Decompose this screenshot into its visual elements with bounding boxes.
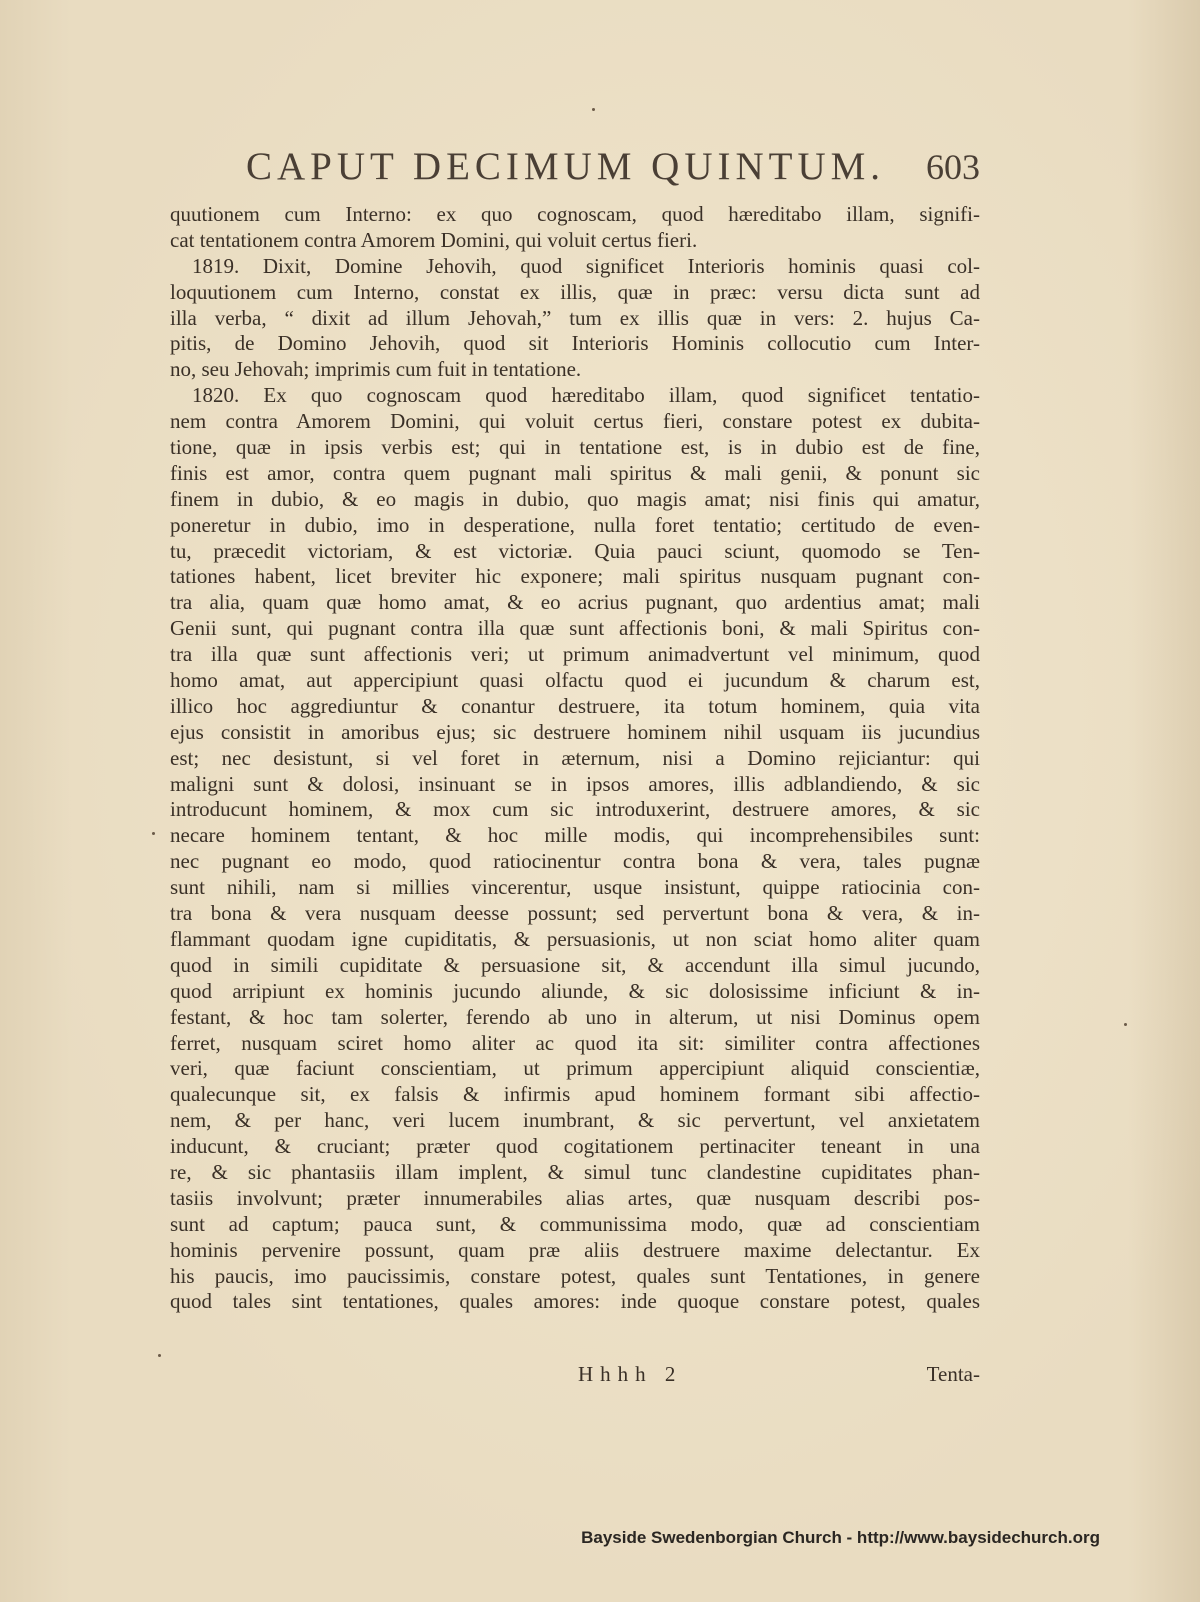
text-line: tra bona & vera nusquam deesse possunt; sed pervertunt bona & vera, & in-	[170, 901, 980, 926]
signature-mark: Hhhh 2	[578, 1362, 683, 1386]
text-line: cat tentationem contra Amorem Domini, qui voluit certus fieri.	[170, 227, 698, 252]
text-line: his paucis, imo paucissimis, constare potest, quales sunt Tentationes, in genere	[170, 1263, 980, 1288]
text-line: nem, & per hanc, veri lucem inumbrant, & sic pervertunt, vel anxietatem	[170, 1108, 980, 1133]
text-line: festant, & hoc tam solerter, ferendo ab uno in alterum, ut nisi Dominus opem	[170, 1004, 980, 1029]
text-line: poneretur in dubio, imo in desperatione, nulla foret tentatio; certitudo de even-	[170, 512, 980, 537]
text-line: tra alia, quam quæ homo amat, & eo acrius pugnant, quo ardentius amat; mali	[170, 590, 980, 615]
text-line: est; nec desistunt, si vel foret in æternum, nisi a Domino rejiciantur: qui	[170, 745, 980, 770]
text-line: homo amat, aut appercipiunt quasi olfactu quod ei jucundum & charum est,	[170, 668, 980, 693]
chapter-title: CAPUT DECIMUM QUINTUM.	[246, 145, 886, 188]
text-line: nem contra Amorem Domini, qui voluit certus fieri, constare potest ex dubita-	[170, 409, 980, 434]
paper-speck	[158, 1354, 161, 1357]
text-line: quutionem cum Interno: ex quo cognoscam, quod hæreditabo illam, signifi-	[170, 202, 980, 226]
text-line: ejus consistit in amoribus ejus; sic destruere hominem nihil usquam iis jucundius	[170, 719, 980, 744]
text-line: hominis pervenire possunt, quam præ aliis destruere maxime delectantur. Ex	[170, 1237, 980, 1262]
paper-speck	[592, 108, 595, 111]
text-line: finis est amor, contra quem pugnant mali spiritus & mali genii, & ponunt sic	[170, 460, 980, 485]
text-line: re, & sic phantasiis illam implent, & simul tunc clandestine cupiditates phan-	[170, 1159, 980, 1184]
paper-speck	[152, 832, 155, 835]
text-line: sunt nihili, nam si millies vincerentur, usque insistunt, quippe ratiocinia con-	[170, 875, 980, 900]
text-line: illa verba, “ dixit ad illum Jehovah,” tum ex illis quæ in vers: 2. hujus Ca-	[170, 305, 980, 330]
catchword: Tenta-	[926, 1362, 980, 1386]
paragraph-1819-start: 1819. Dixit, Domine Jehovih, quod significet Interioris hominis quasi col-	[192, 253, 980, 278]
text-line: sunt ad captum; pauca sunt, & communissima modo, quæ ad conscientiam	[170, 1211, 980, 1236]
text-line: tra illa quæ sunt affectionis veri; ut primum animadvertunt vel minimum, quod	[170, 642, 980, 667]
text-line: qualecunque sit, ex falsis & infirmis apud hominem formant sibi affectio-	[170, 1082, 980, 1107]
website-watermark: Bayside Swedenborgian Church - http://www.baysidechurch.org	[581, 1528, 1100, 1547]
body-text	[170, 202, 980, 1315]
text-line: finem in dubio, & eo magis in dubio, quo magis amat; nisi finis qui amatur,	[170, 486, 980, 511]
text-line: quod arripiunt ex hominis jucundo aliunde, & sic dolosissime inficiunt & in-	[170, 978, 980, 1003]
page-number: 603	[926, 147, 980, 187]
text-line: inducunt, & cruciant; præter quod cogitationem pertinaciter teneant in una	[170, 1134, 980, 1159]
text-line: tasiis involvunt; præter innumerabiles alias artes, quæ nusquam describi pos-	[170, 1185, 980, 1210]
text-line: tione, quæ in ipsis verbis est; qui in tentatione est, is in dubio est de fine,	[170, 435, 980, 460]
text-line: quod tales sint tentationes, quales amores: inde quoque constare potest, quales	[170, 1289, 980, 1314]
text-line: maligni sunt & dolosi, insinuant se in ipsos amores, illis adblandiendo, & sic	[170, 771, 980, 796]
text-line: ferret, nusquam sciret homo aliter ac quod ita sit: similiter contra affectiones	[170, 1030, 980, 1055]
text-line: illico hoc aggrediuntur & conantur destruere, ita totum hominem, quia vita	[170, 693, 980, 718]
text-line: necare hominem tentant, & hoc mille modis, qui incomprehensibiles sunt:	[170, 823, 980, 848]
text-line: introducunt hominem, & mox cum sic introduxerint, destruere amores, & sic	[170, 797, 980, 822]
running-head	[240, 144, 980, 192]
text-line: no, seu Jehovah; imprimis cum fuit in tentatione.	[170, 357, 582, 382]
text-line: pitis, de Domino Jehovih, quod sit Interioris Hominis collocutio cum Inter-	[170, 331, 980, 356]
text-line: tationes habent, licet breviter hic exponere; mali spiritus nusquam pugnant con-	[170, 564, 980, 589]
text-line: veri, quæ faciunt conscientiam, ut primum appercipiunt aliquid conscientiæ,	[170, 1056, 980, 1081]
text-line: loquutionem cum Interno, constat ex illis, quæ in præc: versu dicta sunt ad	[170, 279, 980, 304]
text-line: nec pugnant eo modo, quod ratiocinentur contra bona & vera, tales pugnæ	[170, 849, 980, 874]
page-footer	[170, 1362, 980, 1388]
text-line: flammant quodam igne cupiditatis, & persuasionis, ut non sciat homo aliter quam	[170, 926, 980, 951]
paper-speck	[1124, 1023, 1127, 1026]
text-line: quod in simili cupiditate & persuasione sit, & accendunt illa simul jucundo,	[170, 952, 980, 977]
paragraph-1820-start: 1820. Ex quo cognoscam quod hæreditabo illam, quod significet tentatio-	[192, 383, 980, 408]
text-line: Genii sunt, qui pugnant contra illa quæ sunt affectionis boni, & mali Spiritus con-	[170, 616, 980, 641]
text-line: tu, præcedit victoriam, & est victoriæ. Quia pauci sciunt, quomodo se Ten-	[170, 538, 980, 563]
